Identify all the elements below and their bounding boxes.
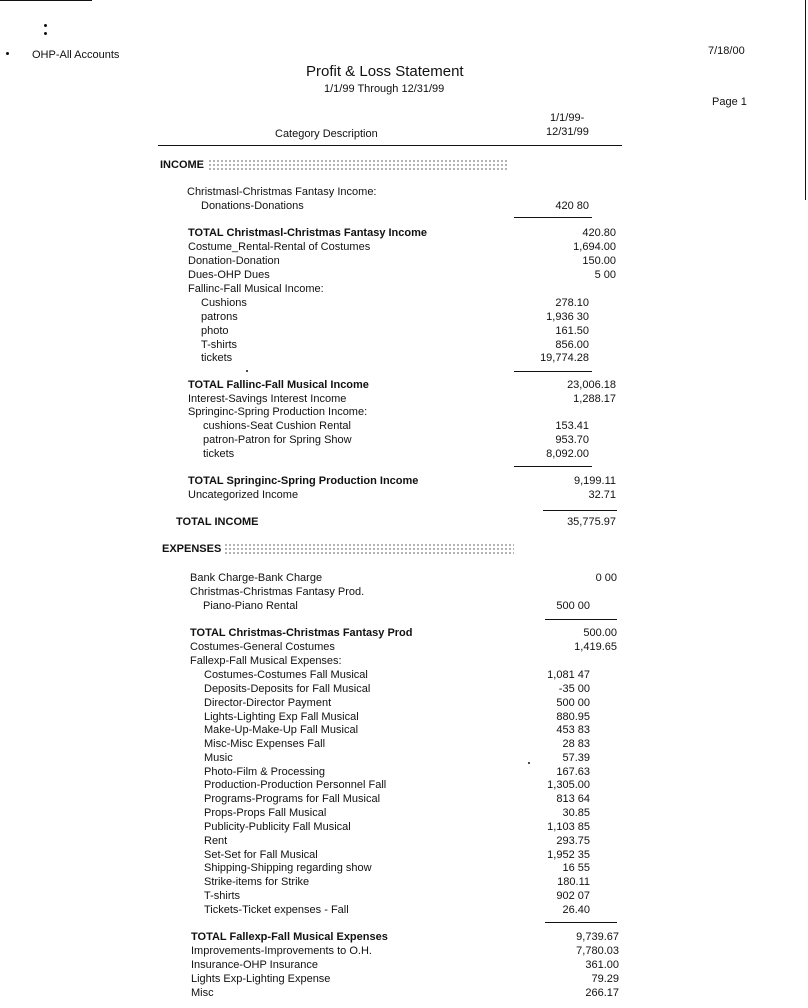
expense-row-amount: 500 00 [556,697,590,709]
scan-speck [6,52,9,55]
expense-row-label: Lights Exp-Lighting Expense [191,973,331,985]
expense-row-label: Strike-items for Strike [204,876,310,888]
income-row-label: Interest-Savings Interest Income [188,393,347,405]
scan-speck [528,762,530,764]
income-row-amount: 1,288.17 [573,393,616,405]
expense-row-amount: 0 00 [595,572,617,584]
expense-row-amount: 266.17 [585,987,619,999]
redacted-band [208,159,508,171]
income-row-label: tickets [201,352,233,364]
income-row-amount: 420.80 [582,227,616,239]
income-row-label: Costume_Rental-Rental of Costumes [188,241,371,253]
total-rule [543,510,617,511]
expense-row-label: Piano-Piano Rental [203,600,298,612]
income-row-label: TOTAL Springinc-Spring Production Income [188,475,419,487]
expense-row-amount: 902 07 [556,890,590,902]
header-rule [158,145,622,146]
income-row-label: Cushions [201,297,247,309]
subtotal-rule [514,466,592,467]
expense-row-amount: 453 83 [556,724,590,736]
expense-row-amount: 57.39 [562,752,590,764]
column-period-line2: 12/31/99 [546,126,589,138]
expense-row-label: Lights-Lighting Exp Fall Musical [204,711,359,723]
expense-row-label: Misc-Misc Expenses Fall [204,738,326,750]
expense-row-label: Shipping-Shipping regarding show [204,862,372,874]
account-name: OHP-All Accounts [32,49,120,61]
scan-edge [805,0,806,200]
expense-row-label: Fallexp-Fall Musical Expenses: [190,655,342,667]
scan-speck [44,24,47,27]
subtotal-rule [514,371,592,372]
expense-row-label: T-shirts [204,890,241,902]
expense-row-amount: 28 83 [562,738,590,750]
income-row-amount: 150.00 [582,255,616,267]
income-row-label: Donations-Donations [201,200,304,212]
scan-speck [44,32,47,35]
expense-row-amount: 1,952 35 [547,849,590,861]
income-row-label: cushions-Seat Cushion Rental [203,420,351,432]
income-row-amount: 1,694.00 [573,241,616,253]
subtotal-rule [545,619,617,620]
expense-row-label: Director-Director Payment [204,697,332,709]
income-row-label: Uncategorized Income [188,489,299,501]
income-row-label: Springinc-Spring Production Income: [188,406,368,418]
expense-row-amount: 30.85 [562,807,590,819]
income-row-label: TOTAL Fallinc-Fall Musical Income [188,379,369,391]
income-row-amount: 19,774.28 [540,352,589,364]
income-row-amount: 23,006.18 [567,379,616,391]
expense-row-amount: -35 00 [558,683,590,695]
income-row-amount: 856.00 [555,339,589,351]
expense-row-amount: 7,780.03 [576,945,619,957]
expense-row-amount: 9,739.67 [576,931,619,943]
expense-row-label: Insurance-OHP Insurance [191,959,318,971]
income-row-label: Fallinc-Fall Musical Income: [188,283,324,295]
expense-row-amount: 880.95 [556,711,590,723]
expense-row-label: Christmas-Christmas Fantasy Prod. [190,586,365,598]
income-row-amount: 278.10 [555,297,589,309]
scan-edge [0,0,92,1]
income-row-label: TOTAL INCOME [176,516,259,528]
income-row-label: Donation-Donation [188,255,280,267]
expense-row-amount: 1,103 85 [547,821,590,833]
expense-row-amount: 500 00 [556,600,590,612]
expense-row-amount: 813 64 [556,793,590,805]
income-row-label: TOTAL Christmasl-Christmas Fantasy Income [188,227,428,239]
subtotal-rule [545,922,617,923]
income-row-amount: 8,092.00 [546,448,589,460]
income-row-amount: 35,775.97 [567,516,616,528]
expense-row-label: TOTAL Christmas-Christmas Fantasy Prod [190,627,413,639]
expense-row-amount: 361.00 [585,959,619,971]
expense-row-label: Set-Set for Fall Musical [204,849,318,861]
report-title: Profit & Loss Statement [306,63,464,80]
income-row-label: patron-Patron for Spring Show [203,434,352,446]
expense-row-label: Improvements-Improvements to O.H. [191,945,372,957]
income-row-amount: 161.50 [555,325,589,337]
expense-row-label: Tickets-Ticket expenses - Fall [204,904,349,916]
expense-row-label: Music [204,752,233,764]
income-row-amount: 1,936 30 [546,311,589,323]
expense-row-amount: 1,081 47 [547,669,590,681]
expense-row-label: Deposits-Deposits for Fall Musical [204,683,371,695]
report-period: 1/1/99 Through 12/31/99 [324,83,445,95]
income-heading: INCOME [160,159,204,171]
expense-row-label: Make-Up-Make-Up Fall Musical [204,724,359,736]
expense-row-label: TOTAL Fallexp-Fall Musical Expenses [191,931,388,943]
income-row-label: tickets [203,448,235,460]
income-row-amount: 9,199.11 [573,475,616,487]
income-row-label: photo [201,325,229,337]
income-row-amount: 5 00 [594,269,616,281]
subtotal-rule [514,217,592,218]
expense-row-label: Photo-Film & Processing [204,766,326,778]
column-period-line1: 1/1/99- [550,112,585,124]
expense-row-label: Production-Production Personnel Fall [204,779,387,791]
income-row-label: T-shirts [201,339,238,351]
income-row-amount: 32.71 [588,489,616,501]
income-row-label: Dues-OHP Dues [188,269,270,281]
report-date: 7/18/00 [708,45,745,57]
redacted-band [224,543,514,555]
expense-row-amount: 293.75 [556,835,590,847]
expense-row-amount: 26.40 [562,904,590,916]
expense-row-label: Props-Props Fall Musical [204,807,327,819]
expense-row-label: Costumes-General Costumes [190,641,335,653]
income-row-label: patrons [201,311,238,323]
income-row-amount: 153.41 [555,420,589,432]
page-number: Page 1 [712,96,747,108]
column-category-header: Category Description [275,128,378,140]
expense-row-label: Programs-Programs for Fall Musical [204,793,381,805]
expenses-heading: EXPENSES [162,543,222,555]
expense-row-amount: 180.11 [557,876,590,888]
expense-row-amount: 79.29 [591,973,619,985]
income-row-amount: 953.70 [555,434,589,446]
expense-row-label: Bank Charge-Bank Charge [190,572,323,584]
expense-row-amount: 1,305.00 [547,779,590,791]
expense-row-amount: 500.00 [583,627,617,639]
scan-speck [246,370,248,372]
expense-row-label: Misc [191,987,214,999]
expense-row-label: Publicity-Publicity Fall Musical [204,821,351,833]
expense-row-amount: 167.63 [556,766,590,778]
income-row-amount: 420 80 [555,200,589,212]
expense-row-label: Rent [204,835,228,847]
expense-row-label: Costumes-Costumes Fall Musical [204,669,368,681]
expense-row-amount: 1,419.65 [574,641,617,653]
income-row-label: Christmasl-Christmas Fantasy Income: [187,186,377,198]
expense-row-amount: 16 55 [562,862,590,874]
